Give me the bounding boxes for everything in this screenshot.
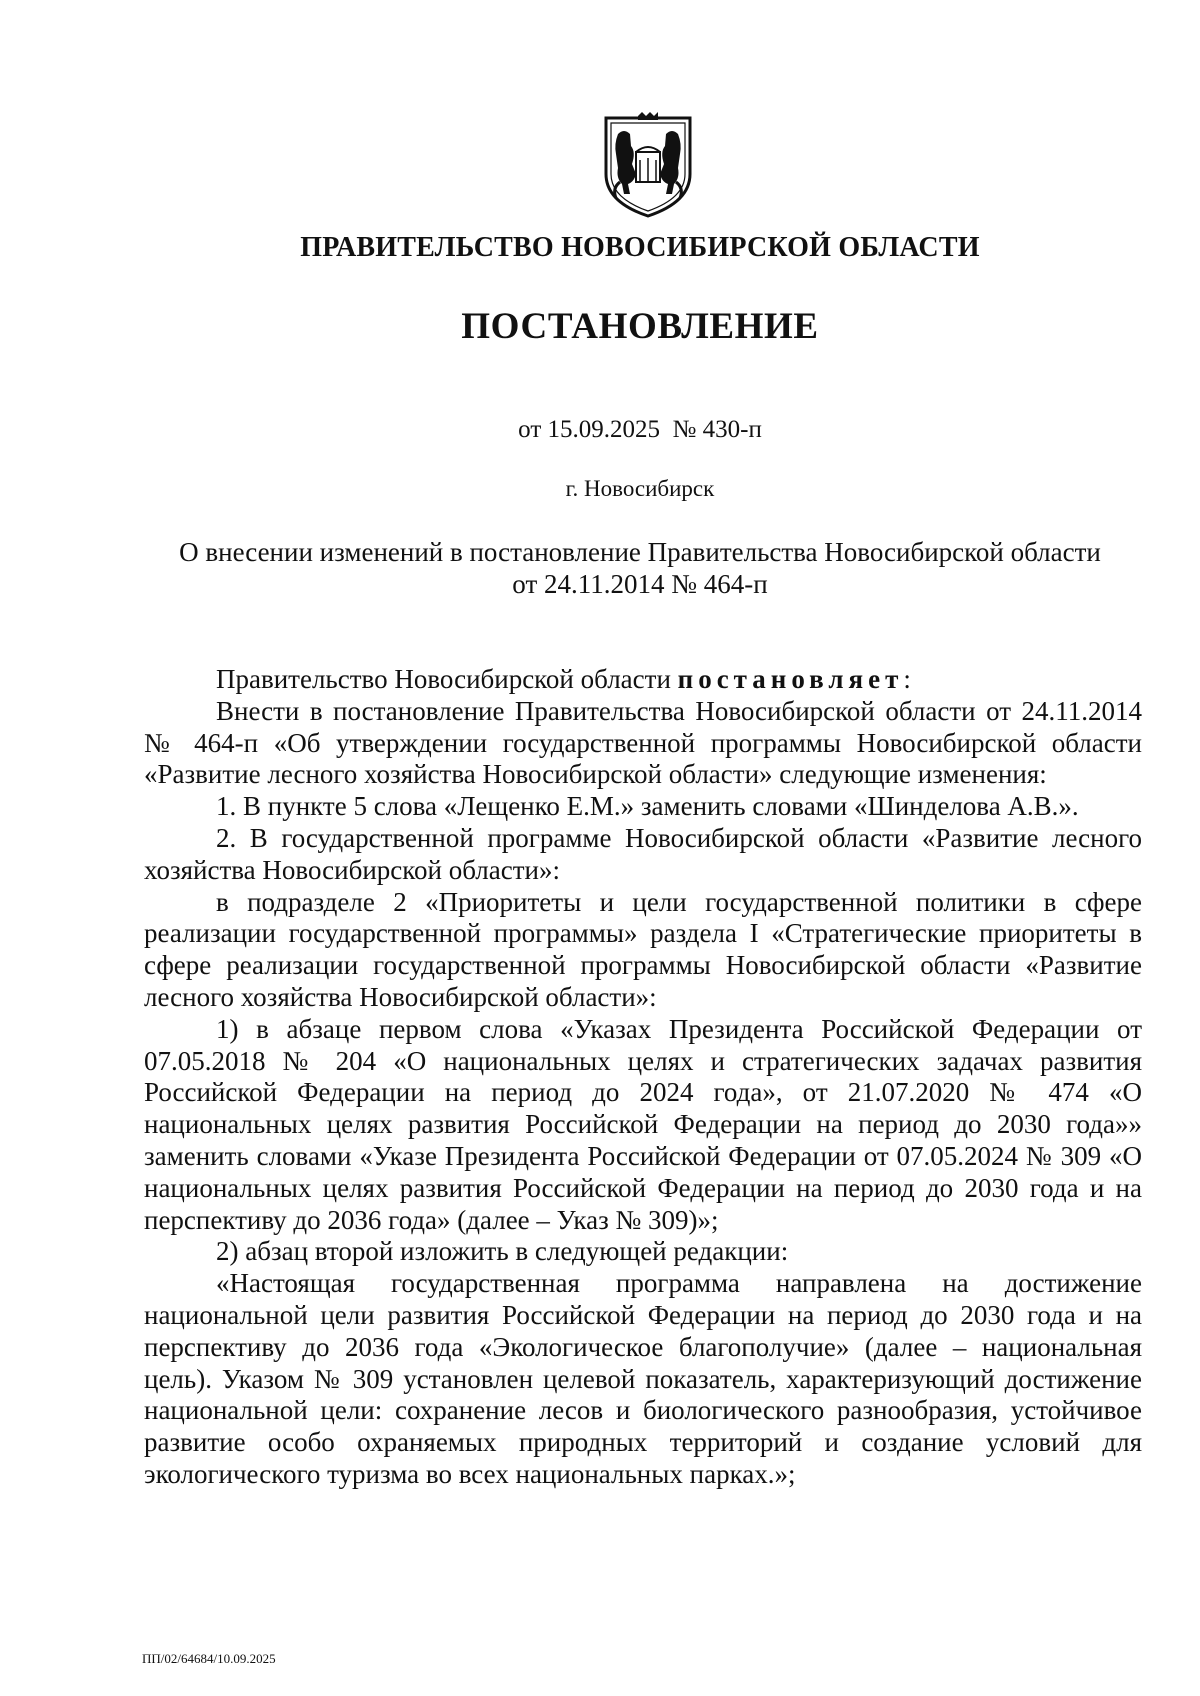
body-paragraph: 1) в абзаце первом слова «Указах Президента Российской Федерации от 07.05.2018 № 204 «О национальных целях и стратегических задачах развития Российской Федерации на период до 2024 года», от 21.07.2020 № 474 «О национальных целях развития Российской Федерации на период до 2030 года»» заменить словами «Указе Президента Российской Федерации от 07.05.2024 № 309 «О национальных целях развития Российской Федерации на период до 2030 года и на перспективу до 2036 года» (далее – Указ № 309)»; — [144, 1013, 1142, 1235]
body-paragraph: «Настоящая государственная программа направлена на достижение национальной цели развития Российской Федерации на период до 2030 года и на перспективу до 2036 года «Экологическое благополучие» (далее – национальная цель). Указом № 309 установлен целевой показатель, характеризующий достижение национальной цели: сохранение лесов и биологического разнообразия, устойчивое развитие особо охраняемых природных территорий и создание условий для экологического туризма во всех национальных парках.»; — [144, 1268, 1142, 1489]
preamble-tail: : — [903, 664, 911, 694]
document-date: 15.09.2025 — [547, 416, 661, 443]
body-paragraph: 1. В пункте 5 слова «Лещенко Е.М.» заменить словами «Шинделова А.В.». — [216, 791, 1079, 822]
body-paragraph: Внести в постановление Правительства Новосибирской области от 24.11.2014 № 464-п «Об утверждении государственной программы Новосибирской области «Развитие лесного хозяйства Новосибирской области» следующие изменения: — [144, 695, 1142, 790]
footer-document-code: ПП/02/64684/10.09.2025 — [142, 1651, 276, 1666]
preamble-lead: Правительство Новосибирской области — [216, 664, 678, 694]
document-number: № 430-п — [672, 416, 762, 443]
city: г. Новосибирск — [565, 476, 715, 501]
document-title — [140, 536, 1140, 600]
document-body — [144, 664, 1142, 1491]
document-type: ПОСТАНОВЛЕНИЕ — [461, 306, 819, 347]
coat-of-arms-emblem — [600, 112, 696, 220]
preamble-paragraph — [144, 664, 1142, 696]
body-paragraph: в подразделе 2 «Приоритеты и цели государственной политики в сфере реализации государственной программы» раздела I «Стратегические приоритеты в сфере реализации государственной программы Новосибирской области «Развитие лесного хозяйства Новосибирской области»: — [144, 886, 1142, 1012]
title-line-1: О внесении изменений в постановление Правительства Новосибирской области — [179, 537, 1101, 567]
body-paragraph: 2. В государственной программе Новосибирской области «Развитие лесного хозяйства Новосибирской области»: — [144, 822, 1142, 885]
organization-name: ПРАВИТЕЛЬСТВО НОВОСИБИРСКОЙ ОБЛАСТИ — [300, 232, 980, 263]
registration-line — [140, 416, 1140, 444]
title-line-2: от 24.11.2014 № 464-п — [512, 569, 768, 599]
preamble-verb: постановляет — [677, 664, 904, 694]
date-prefix: от — [518, 416, 542, 443]
body-paragraph: 2) абзац второй изложить в следующей редакции: — [216, 1236, 789, 1267]
